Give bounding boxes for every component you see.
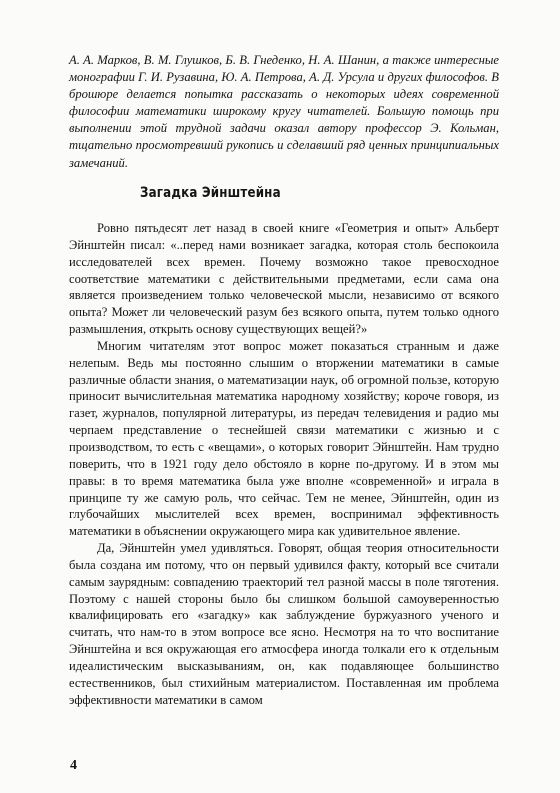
page-number: 4 — [70, 758, 77, 773]
intro-paragraph: А. А. Марков, В. М. Глушков, Б. В. Гнеденко, Н. А. Шанин, а также интересные монографии Г. И. Рузавина, Ю. А. Петрова, А. Д. Урсула и других философов. В брошюре делается попытка рассказать о некоторых идеях современной философии математики широкому кругу читателей. Большую помощь при выполнении этой трудной задачи оказал автору профессор Э. Кольман, тщательно просмотревший рукопись и сделавший ряд ценных принципиальных замечаний. — [69, 53, 499, 170]
body-paragraph-3: Да, Эйнштейн умел удивляться. Говорят, общая теория относительности была создана им потому, что он первый удивился факту, который все считали самым заурядным: совпадению траекторий тел разной массы в поле тяготения. Поэтому с нашей стороны было бы слишком большой самоуверенностью квалифицировать его «загадку» как заблуждение буржуазного ученого и считать, что нам-то в этом вопросе все ясно. Несмотря на то что воспитание Эйнштейна и вся окружающая его атмосфера иногда толкали его к отдельным идеалистическим высказываниям, он, как подавляющее большинство естественников, был стихийным материалистом. Поставленная им проблема эффективности математики в самом — [69, 541, 499, 707]
section-heading: Загадка Эйнштейна — [140, 185, 281, 201]
body-paragraph-1: Ровно пятьдесят лет назад в своей книге «Геометрия и опыт» Альберт Эйнштейн писал: «..перед нами возникает загадка, которая столь беспокоила исследователей всех времен. Почему возможно такое превосходное соответствие математики с действительными предметами, если сама она является произведением только человеческой мысли, независимо от всякого опыта? Может ли человеческий разум без всякого опыта, путем только одного размышления, открыть основу существующих вещей?» — [69, 221, 499, 337]
intro-block — [69, 52, 499, 172]
section-body — [69, 220, 499, 708]
body-paragraph-2: Многим читателям этот вопрос может показаться странным и даже нелепым. Ведь мы постоянно слышим о вторжении математики в самые различные области знания, о математизации наук, об огромной пользе, которую приносит вычислительная математика народному хозяйству; короче говоря, из газет, журналов, популярной литературы, из передач телевидения и радио мы черпаем представление о теснейшей связи математики с жизнью и с производством, то есть с «вещами», о которых говорит Эйнштейн. Нам трудно поверить, что в 1921 году дело обстояло в корне по-другому. И в этом мы правы: в то время математика была уже вполне «современной» и играла в принципе ту же самую роль, что сейчас. Тем не менее, Эйнштейн, один из глубочайших мыслителей всех времен, воспринимал эффективность математики в объяснении окружающего мира как удивительное явление. — [69, 338, 499, 539]
